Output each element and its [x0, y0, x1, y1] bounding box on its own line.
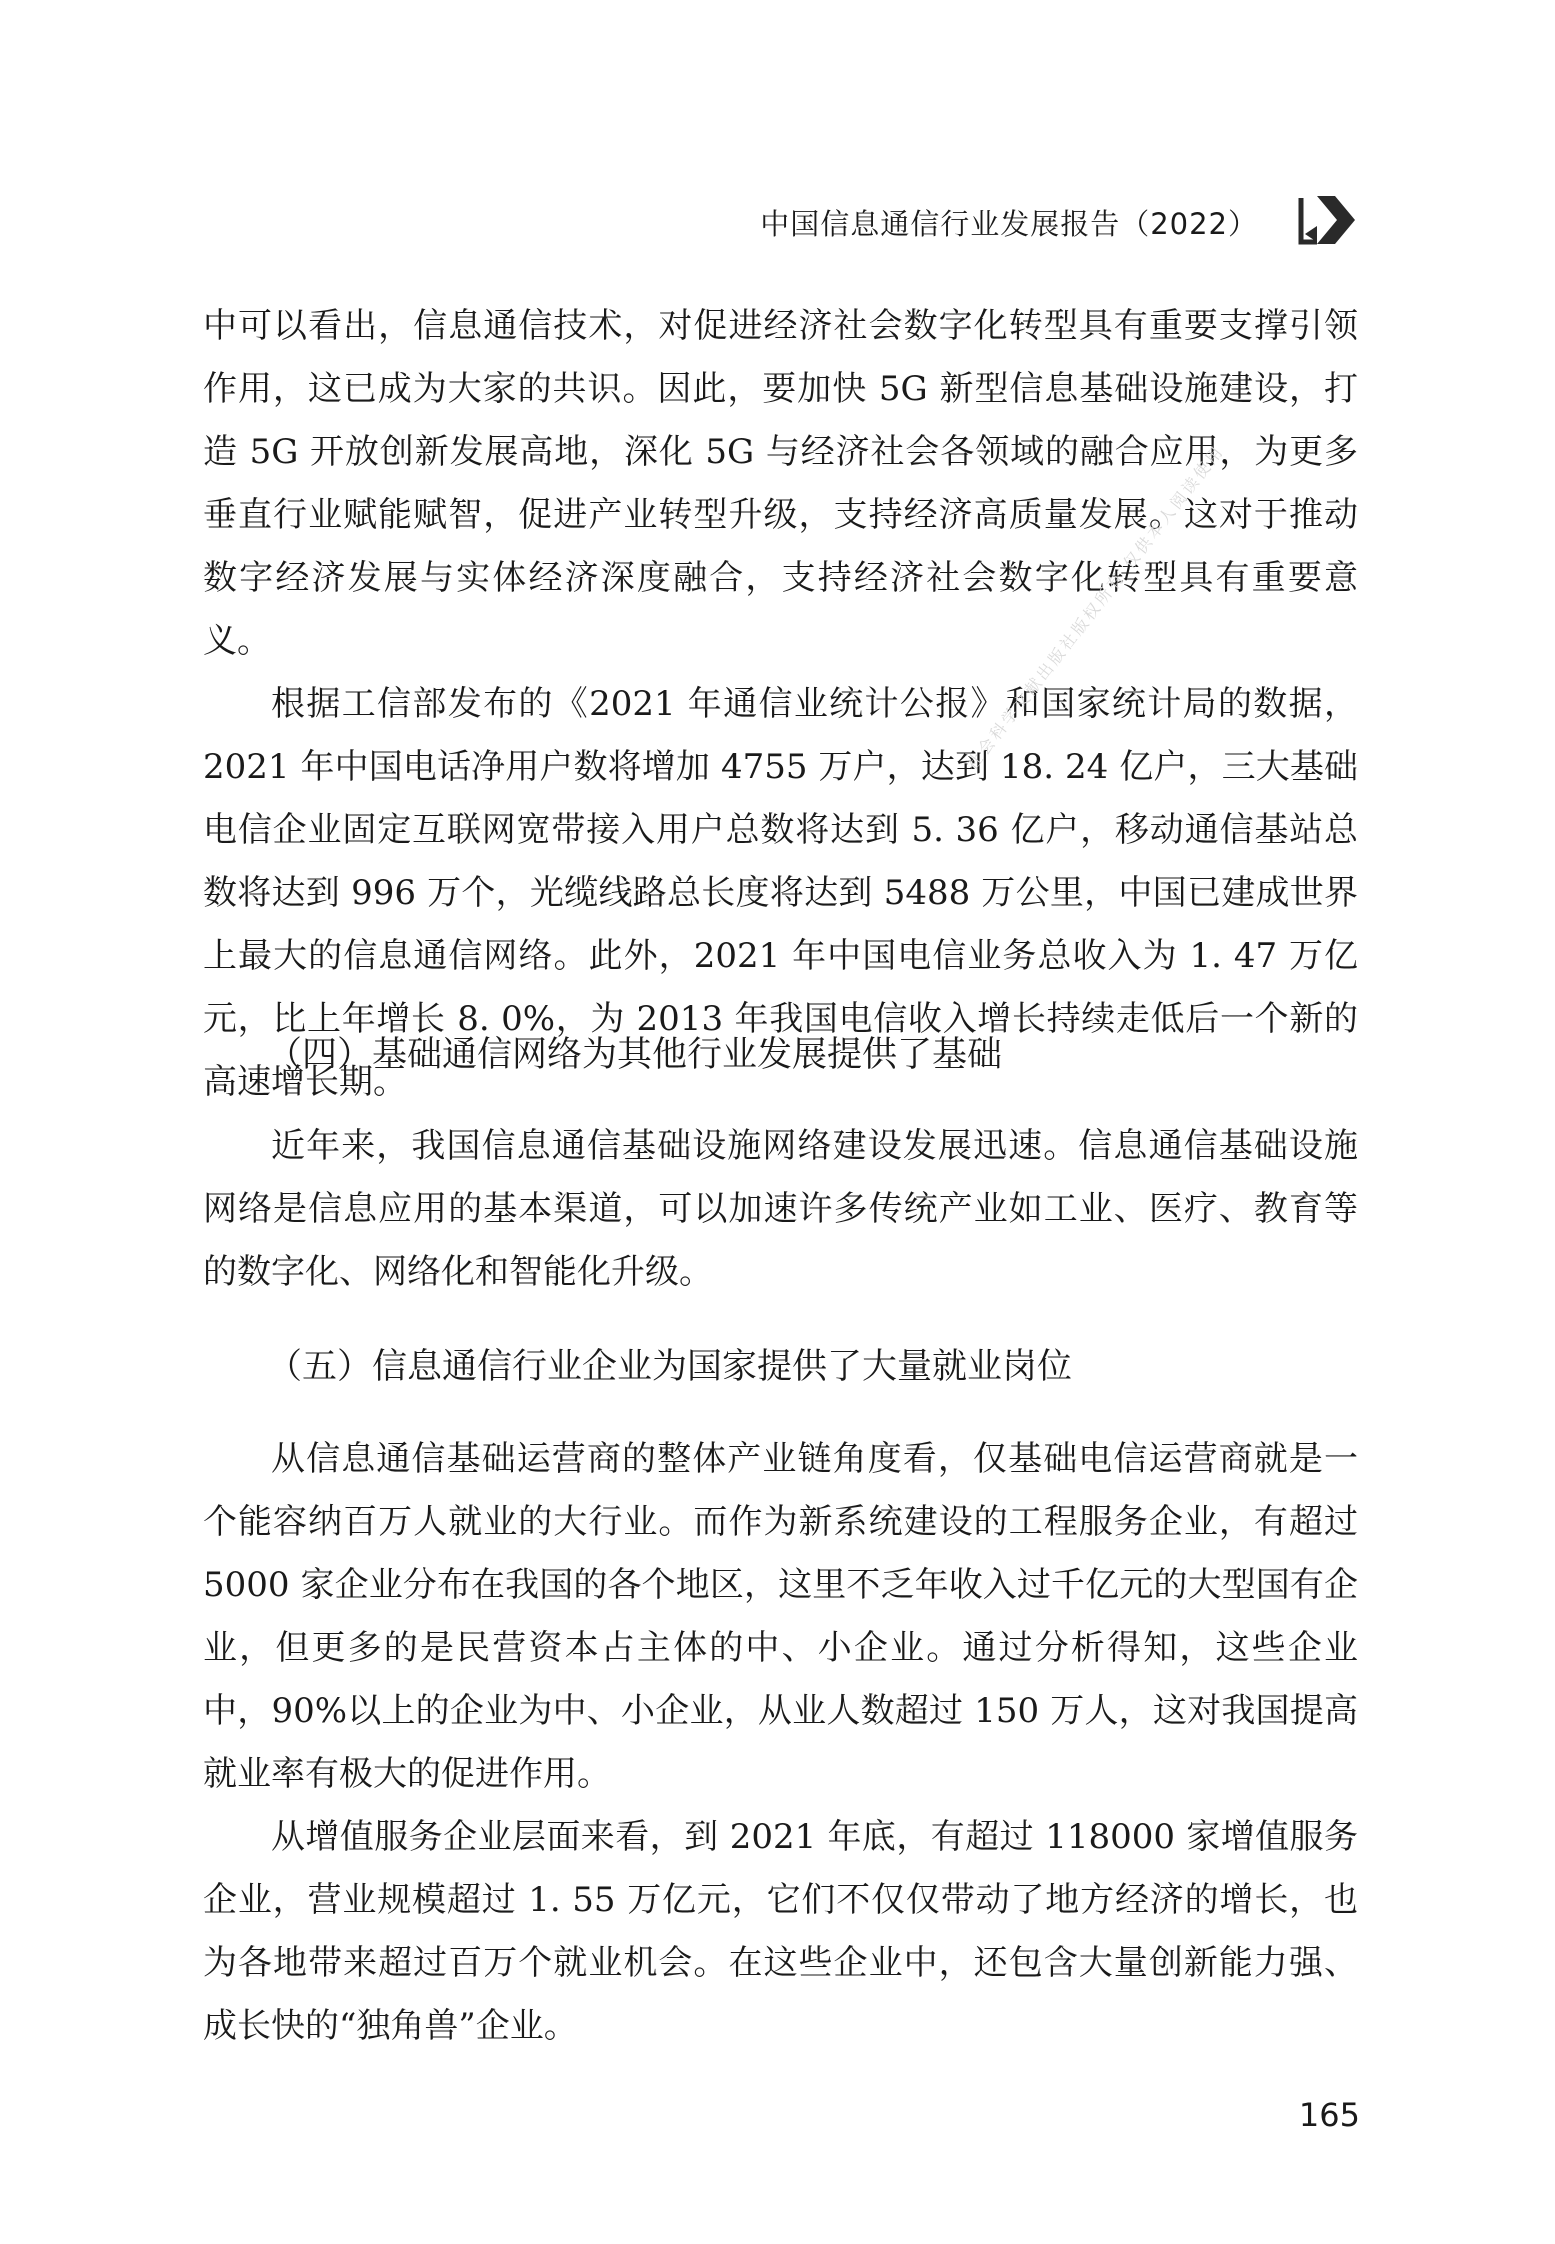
section-heading-5: （五）信息通信行业企业为国家提供了大量就业岗位 [267, 1347, 1073, 1387]
chapter-arrow-icon [1295, 190, 1359, 250]
body-block-section-4 [203, 1115, 1358, 1304]
body-block-1 [203, 295, 1358, 1114]
paragraph: 从增值服务企业层面来看，到 2021 年底，有超过 118000 家增值服务企业，营业规模超过 1. 55 万亿元，它们不仅仅带动了地方经济的增长，也为各地带来超过百万个就业机会。在这些企业中，还包含大量创新能力强、成长快的“独角兽”企业。 [203, 1817, 1358, 2046]
body-block-section-5 [203, 1428, 1358, 2058]
running-header: 中国信息通信行业发展报告（2022） [760, 207, 1258, 241]
watermark: 社会科学文献出版社版权所有 仅供本人阅读使用 [962, 441, 1228, 774]
paragraph: 中可以看出，信息通信技术，对促进经济社会数字化转型具有重要支撑引领作用，这已成为大家的共识。因此，要加快 5G 新型信息基础设施建设，打造 5G 开放创新发展高地，深化 5G 与经济社会各领域的融合应用，为更多垂直行业赋能赋智，促进产业转型升级，支持经济高质量发展。这对于推动数字经济发展与实体经济深度融合，支持经济社会数字化转型具有重要意义。 [203, 306, 1358, 661]
paragraph: 近年来，我国信息通信基础设施网络建设发展迅速。信息通信基础设施网络是信息应用的基本渠道，可以加速许多传统产业如工业、医疗、教育等的数字化、网络化和智能化升级。 [203, 1126, 1358, 1292]
paragraph: 根据工信部发布的《2021 年通信业统计公报》和国家统计局的数据，2021 年中国电话净用户数将增加 4755 万户，达到 18. 24 亿户，三大基础电信企业固定互联网宽带接入用户总数将达到 5. 36 亿户，移动通信基站总数将达到 996 万个，光缆线路总长度将达到 5488 万公里，中国已建成世界上最大的信息通信网络。此外，2021 年中国电信业务总收入为 1. 47 万亿元，比上年增长 8. 0%，为 2013 年我国电信收入增长持续走低后一个新的高速增长期。 [203, 684, 1358, 1102]
page-number: 165 [1298, 2096, 1360, 2134]
section-heading-4: （四）基础通信网络为其他行业发展提供了基础 [267, 1035, 1003, 1075]
paragraph: 从信息通信基础运营商的整体产业链角度看，仅基础电信运营商就是一个能容纳百万人就业的大行业。而作为新系统建设的工程服务企业，有超过 5000 家企业分布在我国的各个地区，这里不乏年收入过千亿元的大型国有企业，但更多的是民营资本占主体的中、小企业。通过分析得知，这些企业中，90%以上的企业为中、小企业，从业人数超过 150 万人，这对我国提高就业率有极大的促进作用。 [203, 1439, 1358, 1794]
